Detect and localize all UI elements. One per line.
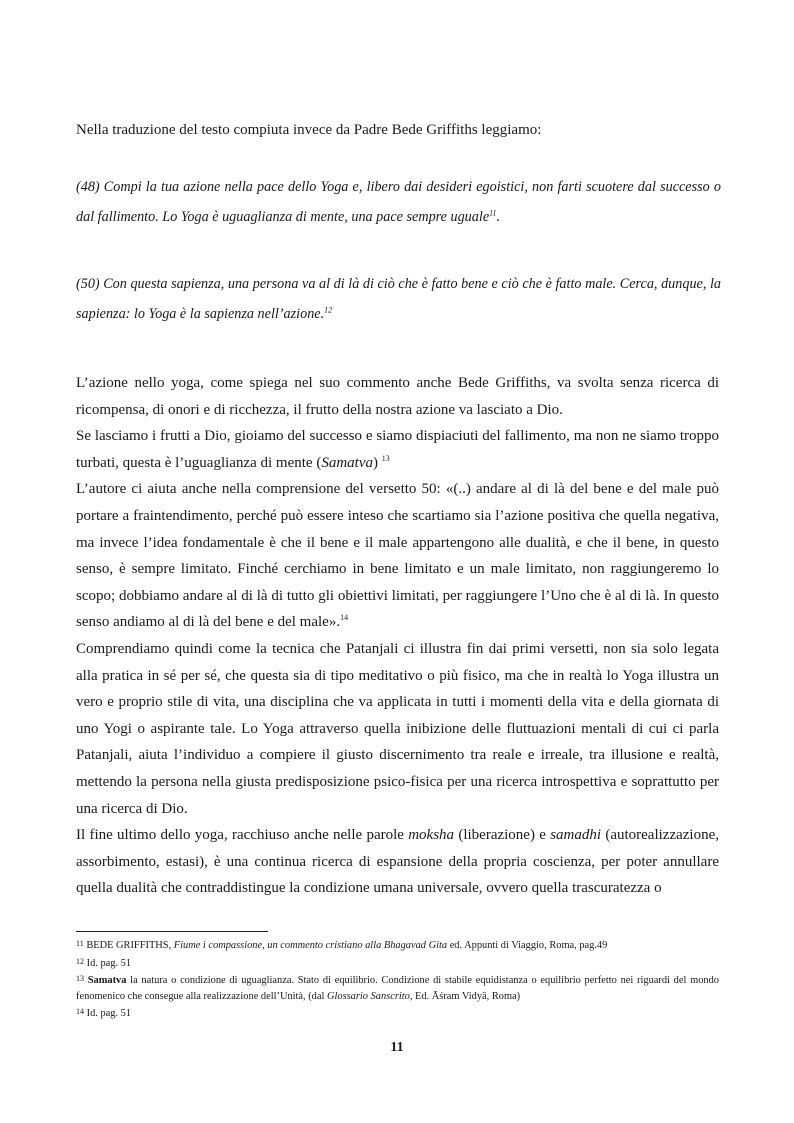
quote-verse-48 — [76, 172, 721, 232]
paragraph-equanimity-text: Se lasciamo i frutti a Dio, gioiamo del successo e siamo dispiaciuti del fallimento, ma non ne siamo troppo turbati, questa è l’uguaglianza di mente ( — [76, 428, 719, 471]
footnote-14-text: Id. pag. 51 — [86, 1008, 132, 1019]
quote-50-text: (50) Con questa sapienza, una persona va al di là di ciò che è fatto bene e ciò che è fatto male. Cerca, dunque, la sapienza: lo Yoga è la sapienza nell’azione. — [76, 276, 721, 322]
paragraph-verse-50-commentary — [76, 476, 719, 636]
footnote-ref-12[interactable]: 12 — [324, 305, 333, 315]
footnote-11-rest: ed. Appunti di Viaggio, Roma, pag.49 — [447, 940, 608, 951]
footnote-ref-14[interactable]: 14 — [340, 613, 349, 623]
paragraph-equanimity-close: ) — [373, 454, 378, 471]
footnote-divider — [76, 931, 268, 932]
term-moksha: moksha — [408, 827, 455, 844]
footnote-14 — [76, 1004, 719, 1022]
paragraph-action-yoga: L’azione nello yoga, come spiega nel suo commento anche Bede Griffiths, va svolta senza ricerca di ricompensa, di onori e di ricchezza, il frutto della nostra azione va lasciato a Dio. — [76, 375, 719, 418]
footnote-13 — [76, 971, 719, 1004]
paragraph-patanjali: Comprendiamo quindi come la tecnica che Patanjali ci illustra fin dai primi versetti, non sia solo legata alla pratica in sé per sé, che questa sia di tipo meditativo o più fisico, ma che in realtà lo Yoga illustra un vero e proprio stile di vita, una disciplina che va applicata in tutti i momenti della vita e della giornata di uno Yogi o aspirante tale. Lo Yoga attraverso quella inibizione delle fluttuazioni mentali di cui ci parla Patanjali, aiuta l’individuo a compiere il giusto discernimento tra reale e irreale, tra illusione e realtà, mettendo la persona nella giusta predisposizione psico-fisica per una ricerca introspettiva e soprattutto per una ricerca di Dio. — [76, 640, 719, 817]
footnote-13-text-b: , Ed. Āśram Vidyā, Roma) — [409, 990, 521, 1002]
footnote-12-text: Id. pag. 51 — [86, 957, 132, 969]
paragraph-goal-text-a: Il fine ultimo dello yoga, racchiuso anche nelle parole — [76, 827, 409, 844]
intro-line: Nella traduzione del testo compiuta invece da Padre Bede Griffiths leggiamo: — [76, 122, 542, 138]
paragraph-goal-text-b: (liberazione) e — [454, 827, 551, 844]
footnote-13-term: Samatva — [87, 975, 127, 986]
footnote-11-number: 11 — [76, 939, 84, 948]
paragraph-goal-text-c: (autorealizzazione, assorbimento, estasi), è una continua ricerca di espansione della propria coscienza, per poter annullare quella dualità che contraddistingue la condizione umana universale, ovvero quella trascuratezza o — [76, 827, 719, 897]
quote-48-end: . — [496, 209, 501, 225]
footnote-13-number: 13 — [76, 974, 84, 983]
paragraph-equanimity — [76, 423, 719, 476]
page-number: 11 — [390, 1040, 404, 1055]
term-samadhi: samadhi — [550, 827, 602, 844]
footnote-11 — [76, 936, 719, 954]
footnote-ref-13[interactable]: 13 — [381, 453, 390, 463]
footnote-14-number: 14 — [76, 1007, 84, 1016]
quote-verse-50 — [76, 269, 721, 329]
footnote-ref-11[interactable]: 11 — [489, 208, 497, 218]
footnote-12-number: 12 — [76, 956, 84, 966]
quote-48-text: (48) Compi la tua azione nella pace dello Yoga e, libero dai desideri egoistici, non farti scuotere dal successo o dal fallimento. Lo Yoga è uguaglianza di mente, una pace sempre uguale — [76, 179, 721, 225]
body-text — [76, 370, 719, 902]
footnote-13-text-a: la natura o condizione di uguaglianza. Stato di equilibrio. Condizione di stabile equidistanza o equilibrio perfetto nei riguardi del mondo fenomenico che consegue alla realizzazione dell’Unità, (dal — [76, 975, 719, 1002]
footnote-13-source: Glossario Sanscrito — [326, 990, 410, 1002]
footnote-12 — [76, 954, 719, 972]
footnote-11-title: Fiume i compassione, un commento cristiano alla Bhagavad Gita — [173, 940, 448, 951]
footnote-11-author: BEDE GRIFFITHS, — [86, 940, 174, 951]
paragraph-verse-50-text: L’autore ci aiuta anche nella comprensione del versetto 50: «(..) andare al di là del bene e del male può portare a fraintendimento, perché può essere inteso che scartiamo sia l’azione positiva che quella negativa, ma invece l’idea fondamentale è che il bene e il male appartengono alle dualità, e che il bene, in questo senso, è sempre limitato. Finché cerchiamo in bene limitato e un male limitato, non raggiungeremo lo scopo; dobbiamo andare al di là di tutto gli obiettivi limitati, per raggiungere l’Uno che è al di là. In questo senso andiamo al di là del bene e del male». — [76, 481, 719, 631]
term-samatva: Samatva — [321, 454, 373, 471]
paragraph-ultimate-goal — [76, 822, 719, 902]
footnotes — [76, 936, 719, 1022]
